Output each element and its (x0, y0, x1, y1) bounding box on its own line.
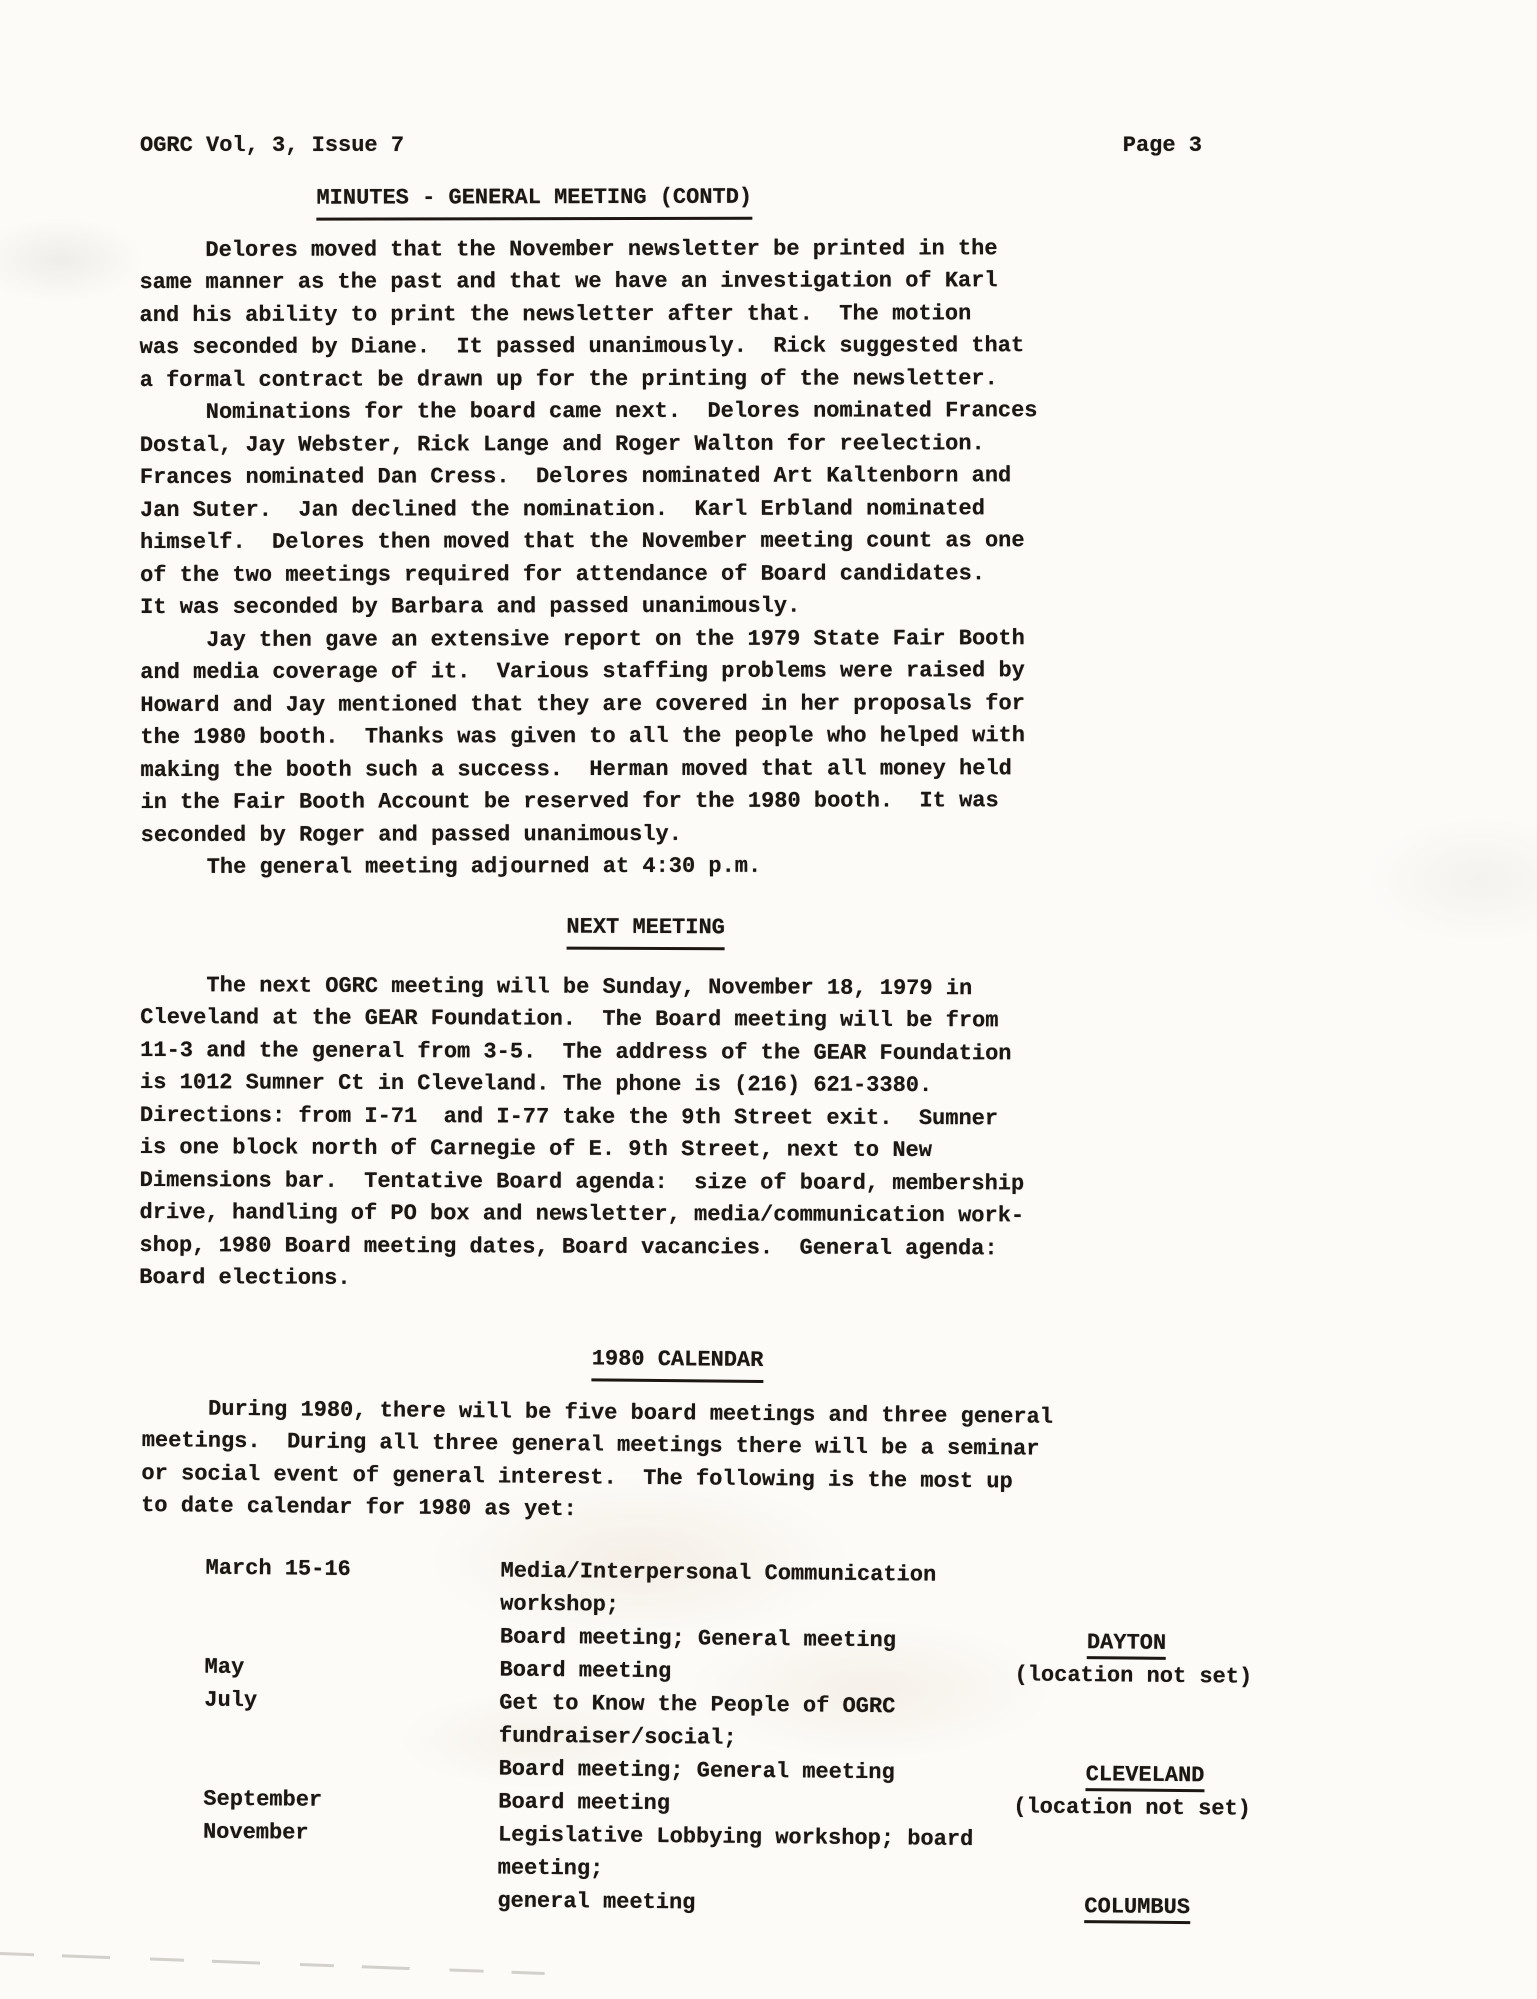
calendar-date-cell: November (202, 1818, 309, 1845)
calendar-location-text: (location not set) (1014, 1661, 1253, 1689)
page-header (140, 130, 1202, 163)
calendar-location-cell (1014, 1657, 1274, 1692)
calendar-description-cell: Board meeting (498, 1788, 671, 1816)
calendar-date-cell: May (204, 1653, 245, 1680)
section-minutes (139, 180, 1447, 884)
calendar-location-text: DAYTON (1087, 1629, 1166, 1659)
calendar-location-cell (1015, 1558, 1276, 1626)
next-meeting-body: The next OGRC meeting will be Sunday, November 18, 1979 in Cleveland at the GEAR Foundation. The Board meeting will be from 11-3 and the general from 3-5. The address of the GEAR Foundation is 1012 Sumner Ct in Cleveland. The phone is (216) 621-3380. Directions: from I-71 and I-77 take the 9th Street exit. Sumner is one block north of Carnegie of E. 9th Street, next to New Dimensions bar. Tentative Board agenda: size of board, membership drive, handling of PO box and newsletter, media/communication work- shop, 1980 Board meeting dates, Board vacancies. General agenda: Board elections. (139, 972, 1025, 1291)
next-meeting-heading-wrap (196, 910, 1096, 951)
calendar-date-cell: March 15-16 (205, 1554, 351, 1582)
calendar-description-cell: Board meeting; General meeting (499, 1623, 897, 1653)
calendar-table (202, 1551, 1447, 1926)
calendar-description-cell: Board meeting; General meeting (498, 1755, 895, 1785)
calendar-heading-wrap (227, 1339, 1127, 1385)
section-next-meeting (139, 910, 1447, 1300)
volume-label: OGRC Vol, 3, Issue 7 (140, 133, 405, 158)
section-calendar (137, 1339, 1449, 1926)
calendar-location-cell (1014, 1690, 1275, 1758)
calendar-row (205, 1551, 1448, 1629)
calendar-location-cell (1013, 1822, 1274, 1890)
calendar-description-cell: general meeting (497, 1887, 696, 1915)
calendar-date-cell: September (203, 1785, 323, 1812)
calendar-description-cell: Get to Know the People of OGRC fundraiser/social; (498, 1689, 896, 1750)
calendar-location-text: CLEVELAND (1085, 1761, 1204, 1791)
minutes-heading-wrap (84, 181, 984, 220)
minutes-body: Delores moved that the November newsletter be printed in the same manner as the past and that we have an investigation of Karl and his ability to print the newsletter after that. The motion was seconded by Diane. It passed unanimously. Rick suggested that a formal contract be drawn up for the printing of the newsletter. Nominations for the board came next. Delores nominated Frances Dostal, Jay Webster, Rick Lange and Roger Walton for reelection. Frances nominated Dan Cress. Delores nominated Art Kaltenborn and Jan Suter. Jan declined the nomination. Karl Erbland nominated himself. Delores then moved that the November meeting count as one of the two meetings required for attendance of Board candidates. It was seconded by Barbara and passed unanimously. Jay then gave an extensive report on the 1979 State Fair Booth and media coverage of it. Various staffing problems were raised by Howard and Jay mentioned that they are covered in her proposals for the 1980 booth. Thanks was given to all the people who helped with making the booth such a success. Herman moved that all money held in the Fair Booth Account be reserved for the 1980 booth. It was seconded by Roger and passed unanimously. The general meeting adjourned at 4:30 p.m. (139, 235, 1038, 880)
calendar-location-cell (1013, 1756, 1273, 1791)
calendar-heading: 1980 CALENDAR (592, 1343, 764, 1382)
calendar-row (204, 1683, 1447, 1761)
calendar-date-cell: July (204, 1686, 258, 1713)
calendar-date-cell (204, 1749, 499, 1785)
calendar-description-cell: Board meeting (499, 1656, 672, 1684)
scan-streak-artifact (0, 1952, 545, 1975)
calendar-description-cell: Media/Interpersonal Communication workshop; (500, 1557, 937, 1617)
calendar-date-cell (202, 1881, 497, 1917)
calendar-location-text: COLUMBUS (1084, 1893, 1190, 1923)
page-number-label: Page 3 (1122, 133, 1202, 158)
next-meeting-heading: NEXT MEETING (566, 912, 725, 950)
calendar-date-cell (205, 1617, 500, 1653)
calendar-intro: During 1980, there will be five board meetings and three general meetings. During all three general meetings there will be a seminar or social event of general interest. The following is the most up to date calendar for 1980 as yet: (141, 1395, 1054, 1522)
calendar-row (203, 1815, 1446, 1893)
minutes-heading: MINUTES - GENERAL MEETING (CONTD) (316, 181, 752, 219)
calendar-location-text: (location not set) (1013, 1793, 1252, 1821)
calendar-description-cell: Legislative Lobbying workshop; board meeting; (497, 1821, 974, 1881)
calendar-location-cell (1013, 1789, 1273, 1824)
calendar-location-cell (1012, 1888, 1272, 1923)
calendar-location-cell (1015, 1624, 1275, 1659)
